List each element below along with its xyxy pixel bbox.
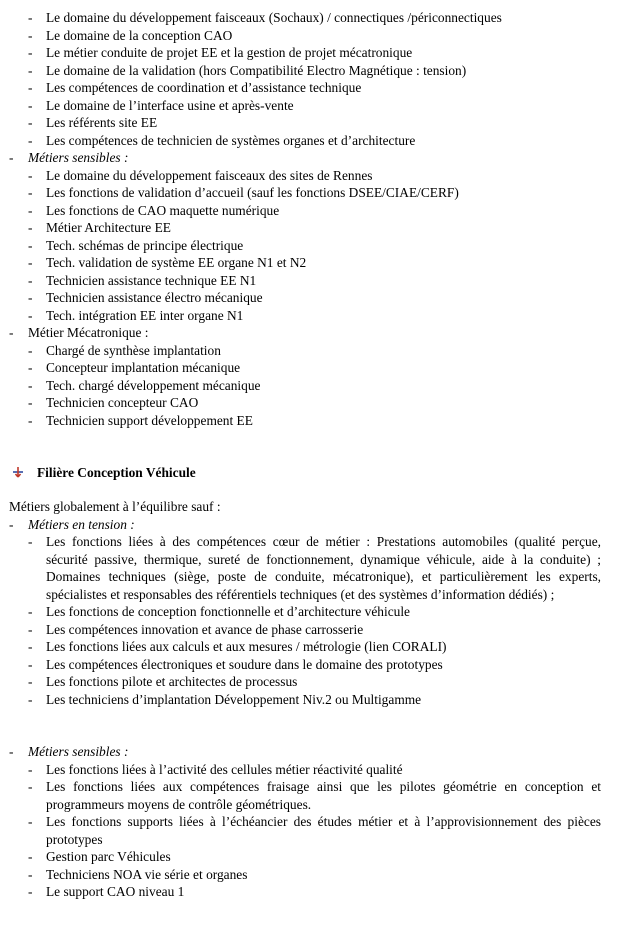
list-item-text: Les fonctions liées à l’activité des cellules métier réactivité qualité xyxy=(46,761,403,777)
list-item-text: Les référents site EE xyxy=(46,115,158,130)
list-item-text: Le domaine du développement faisceaux des sites de Rennes xyxy=(46,167,373,183)
section-title: Filière Conception Véhicule xyxy=(37,464,196,480)
list-item xyxy=(0,342,619,360)
dash: - xyxy=(28,395,33,410)
list-item xyxy=(0,202,619,220)
dash: - xyxy=(28,639,33,654)
list-item xyxy=(0,219,619,237)
dash: - xyxy=(28,866,33,882)
list-item xyxy=(0,114,619,132)
dash: - xyxy=(28,656,33,672)
category-tension xyxy=(0,516,619,534)
list-item-text: Tech. chargé développement mécanique xyxy=(46,377,261,393)
list-item xyxy=(0,533,619,603)
list-item xyxy=(0,184,619,202)
category-label: Métiers en tension : xyxy=(28,516,135,532)
dash: - xyxy=(28,360,33,375)
list-item xyxy=(0,412,619,430)
list-item-text: Technicien support développement EE xyxy=(46,412,253,428)
dash: - xyxy=(28,167,33,183)
dash: - xyxy=(28,691,33,707)
dash: - xyxy=(28,342,33,358)
list-item-text: Le métier conduite de projet EE et la gestion de projet mécatronique xyxy=(46,45,413,60)
list-item xyxy=(0,27,619,45)
list-item-text: Technicien concepteur CAO xyxy=(46,395,199,410)
list-item xyxy=(0,778,619,813)
dash: - xyxy=(28,307,33,323)
list-sensibles-2 xyxy=(0,761,619,901)
list-item-text: Les fonctions liées à des compétences cœur de métier : Prestations automobiles (qualité perçue, sécurité passive, thermique, sureté de fonctionnement, dynamique véhicule, aide à la conduite) ; Domaines techniques (siège, poste de conduite, mécatronique), et particulièrement les experts, spécialistes et responsables des référentiels techniques (et des systèmes d’information dédiés) ; xyxy=(46,534,601,602)
list-item xyxy=(0,307,619,325)
dash: - xyxy=(28,45,33,60)
list-item-text: Tech. validation de système EE organe N1 et N2 xyxy=(46,255,307,270)
list-item xyxy=(0,691,619,709)
list-item xyxy=(0,272,619,290)
list-mecatronique xyxy=(0,342,619,430)
list-item-text: Les fonctions de validation d’accueil (sauf les fonctions DSEE/CIAE/CERF) xyxy=(46,185,459,200)
list-item-text: Les fonctions de conception fonctionnelle et d’architecture véhicule xyxy=(46,604,410,619)
category-label: Métiers sensibles : xyxy=(28,150,129,165)
list-item-text: Les fonctions supports liées à l’échéancier des études métier et à l’approvisionnement des pièces prototypes xyxy=(46,814,601,847)
list-item-text: Les fonctions pilote et architectes de processus xyxy=(46,674,298,689)
dash: - xyxy=(28,604,33,619)
dash: - xyxy=(28,849,33,864)
list-item xyxy=(0,9,619,27)
dash: - xyxy=(28,202,33,218)
list-sensibles-1 xyxy=(0,167,619,325)
list-item-text: Le domaine de la conception CAO xyxy=(46,27,233,43)
list-item xyxy=(0,254,619,272)
list-item xyxy=(0,638,619,656)
arrow-bullet-icon xyxy=(12,466,24,479)
list-item xyxy=(0,359,619,377)
dash: - xyxy=(28,27,33,43)
dash: - xyxy=(28,97,33,113)
list-item-text: Les techniciens d’implantation Développement Niv.2 ou Multigamme xyxy=(46,691,422,707)
list-item-text: Le domaine du développement faisceaux (Sochaux) / connectiques /périconnectiques xyxy=(46,10,502,25)
section-heading xyxy=(0,464,619,482)
list-item xyxy=(0,883,619,901)
list-item-text: Les fonctions de CAO maquette numérique xyxy=(46,202,280,218)
list-item-text: Le domaine de la validation (hors Compatibilité Electro Magnétique : tension) xyxy=(46,62,467,78)
dash: - xyxy=(28,290,33,305)
list-item xyxy=(0,167,619,185)
list-item xyxy=(0,289,619,307)
spacer xyxy=(0,429,619,447)
dash: - xyxy=(28,255,33,270)
list-item xyxy=(0,656,619,674)
list-tension xyxy=(0,533,619,708)
list-item xyxy=(0,97,619,115)
list-item xyxy=(0,603,619,621)
list-item xyxy=(0,621,619,639)
list-item xyxy=(0,79,619,97)
list-item xyxy=(0,813,619,848)
dash: - xyxy=(28,761,33,777)
dash: - xyxy=(28,10,33,25)
dash: - xyxy=(28,884,33,899)
dash: - xyxy=(28,62,33,78)
dash: - xyxy=(28,814,33,829)
dash: - xyxy=(28,115,33,130)
list-item-text: Les compétences électroniques et soudure dans le domaine des prototypes xyxy=(46,656,443,672)
list-item-text: Tech. intégration EE inter organe N1 xyxy=(46,307,244,323)
document-page xyxy=(0,9,619,901)
list-item xyxy=(0,44,619,62)
spacer xyxy=(0,726,619,744)
dash: - xyxy=(9,516,14,532)
dash: - xyxy=(28,621,33,637)
list-item-text: Les fonctions liées aux calculs et aux mesures / métrologie (lien CORALI) xyxy=(46,639,447,654)
dash: - xyxy=(28,779,33,794)
category-mecatronique xyxy=(0,324,619,342)
spacer xyxy=(0,708,619,726)
dash: - xyxy=(9,325,14,340)
list-item-text: Technicien assistance technique EE N1 xyxy=(46,272,257,288)
list-item-text: Les fonctions liées aux compétences fraisage ainsi que les pilotes géométrie en conception et programmeurs moyens de contrôle géométriques. xyxy=(46,779,601,812)
list-item-text: Techniciens NOA vie série et organes xyxy=(46,866,248,882)
dash: - xyxy=(28,412,33,428)
list-item-text: Les compétences de technicien de systèmes organes et d’architecture xyxy=(46,132,416,148)
category-sensibles-1 xyxy=(0,149,619,167)
list-item xyxy=(0,761,619,779)
dash: - xyxy=(28,185,33,200)
list-item xyxy=(0,866,619,884)
category-list-3 xyxy=(0,516,619,534)
category-label: Métier Mécatronique : xyxy=(28,325,149,340)
list-item-text: Métier Architecture EE xyxy=(46,220,171,235)
list-item xyxy=(0,132,619,150)
dash: - xyxy=(28,377,33,393)
list-item xyxy=(0,848,619,866)
category-list-1 xyxy=(0,149,619,167)
dash: - xyxy=(28,132,33,148)
dash: - xyxy=(9,744,14,759)
dash: - xyxy=(28,534,33,549)
category-sensibles-2 xyxy=(0,743,619,761)
list-item-text: Les compétences de coordination et d’assistance technique xyxy=(46,80,362,95)
category-label: Métiers sensibles : xyxy=(28,744,129,759)
list-item-text: Technicien assistance électro mécanique xyxy=(46,290,263,305)
list-item-text: Concepteur implantation mécanique xyxy=(46,360,241,375)
intro-text: Métiers globalement à l’équilibre sauf : xyxy=(9,499,221,514)
dash: - xyxy=(28,220,33,235)
dash: - xyxy=(9,150,14,165)
list-item-text: Les compétences innovation et avance de phase carrosserie xyxy=(46,621,364,637)
dash: - xyxy=(28,80,33,95)
list-item xyxy=(0,673,619,691)
list-item-text: Le support CAO niveau 1 xyxy=(46,884,185,899)
list-item xyxy=(0,377,619,395)
list-item-text: Chargé de synthèse implantation xyxy=(46,342,221,358)
dash: - xyxy=(28,272,33,288)
list-item xyxy=(0,394,619,412)
category-list-2 xyxy=(0,324,619,342)
dash: - xyxy=(28,237,33,253)
category-list-4 xyxy=(0,743,619,761)
list-item-text: Le domaine de l’interface usine et après-vente xyxy=(46,97,294,113)
list-item xyxy=(0,62,619,80)
dash: - xyxy=(28,674,33,689)
list-item-text: Gestion parc Véhicules xyxy=(46,849,171,864)
list-block-1 xyxy=(0,9,619,149)
list-item xyxy=(0,237,619,255)
list-item-text: Tech. schémas de principe électrique xyxy=(46,237,244,253)
